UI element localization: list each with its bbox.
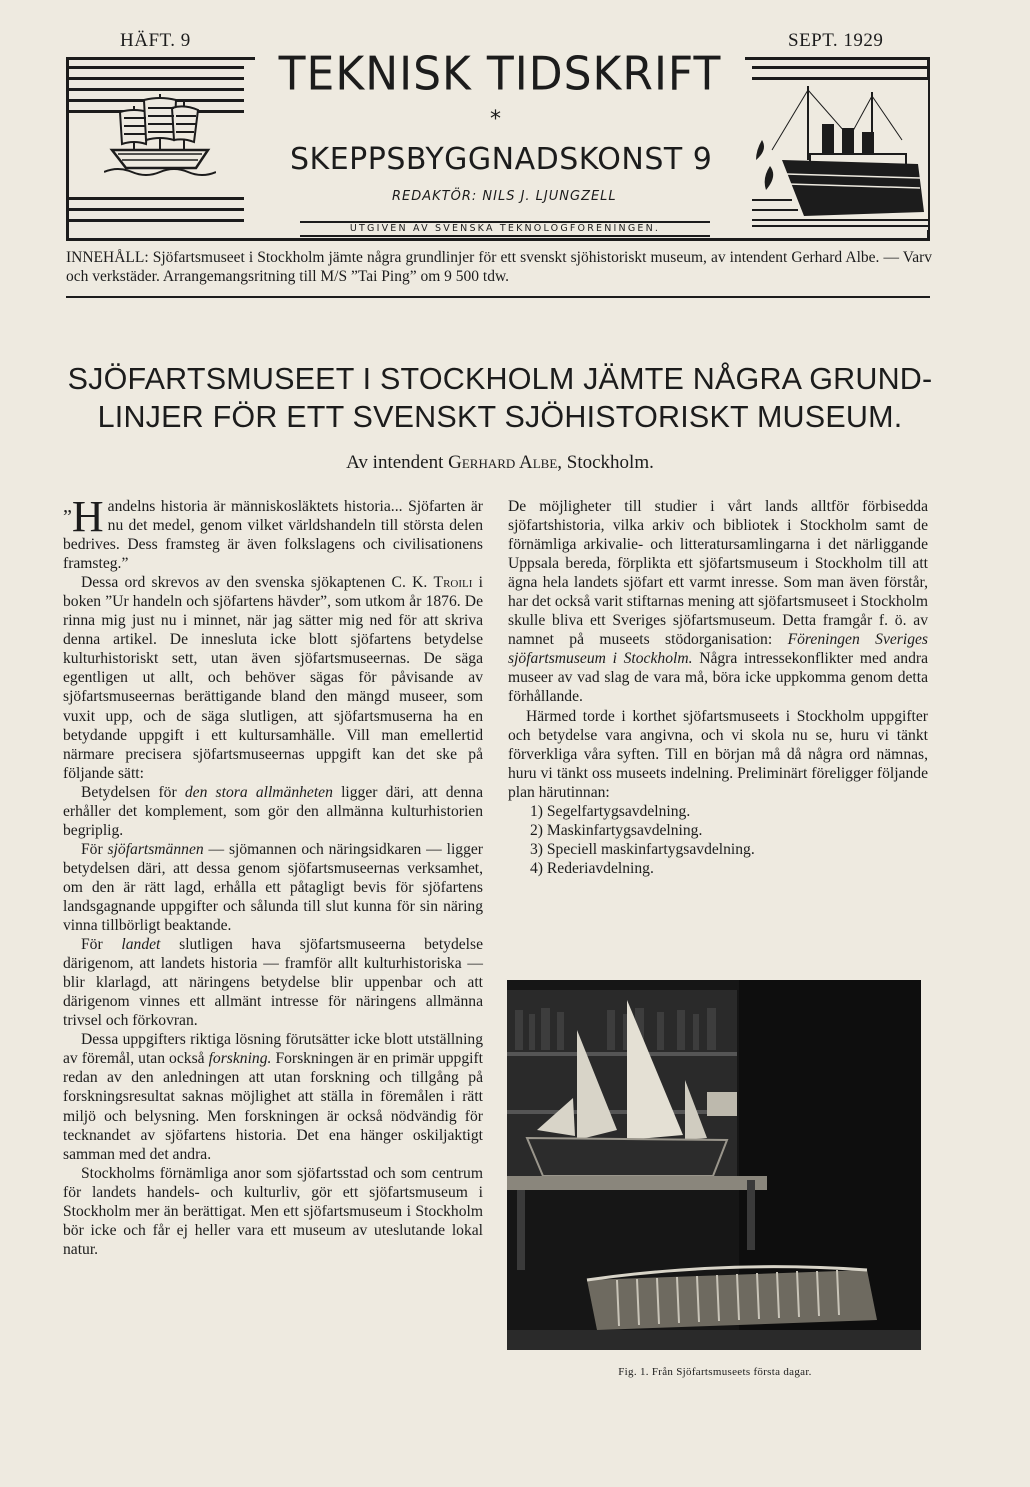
- list-item: 2) Maskinfartygsavdelning.: [530, 821, 703, 839]
- byline: [60, 452, 940, 474]
- paragraph-text: För: [81, 840, 108, 858]
- left-column: [63, 492, 483, 1259]
- byline-prefix: Av intendent: [346, 452, 449, 473]
- drop-cap-letter: H: [71, 492, 104, 541]
- section-title: SKEPPSBYGGNADSKONST 9: [290, 142, 713, 177]
- article-title: [60, 360, 940, 436]
- paragraph-text: Forskningen är en primär uppgift redan av den anledningen att utan forskning och tillgång på forskningsresultat saknas möjlighet att ställa in föremålen i rätt miljö och belysning. Men forskningen är också nödvändig för tecknandet av sjöfartens historia. Det ena hänger oskiljaktigt samman med det andra.: [63, 1050, 483, 1163]
- divider: [66, 296, 930, 298]
- emphasis: Föreningen Sveriges sjöfartsmuseum i Stockholm.: [508, 631, 928, 668]
- article-title-line-1: SJÖFARTSMUSEET I STOCKHOLM JÄMTE NÅGRA GRUND-: [67, 362, 933, 396]
- issue-number: HÄFT. 9: [120, 30, 191, 51]
- emphasis: landet: [121, 936, 161, 954]
- department-list: [508, 802, 928, 878]
- editor-line: REDAKTÖR: NILS J. LJUNGZELL: [392, 189, 617, 204]
- byline-suffix: , Stockholm.: [557, 452, 654, 473]
- paragraph-text: Några intressekonflikter med andra museer av vad slag de vara må, böra icke uppkomma genom detta förhållande.: [508, 650, 928, 706]
- steamship-icon: [752, 80, 928, 230]
- paragraph-text: För: [81, 936, 122, 954]
- paragraph: [63, 840, 483, 935]
- paragraph: [63, 492, 483, 573]
- paragraph-text: Betydelsen för: [81, 783, 185, 801]
- paragraph-text: andelns historia är människosläktets historia... Sjöfarten är nu det medel, genom vilket världshandeln till största delen bedrives. Dess framsteg är även folkslagens och civilisationens framsteg.”: [63, 498, 483, 573]
- author-name: Gerhard Albe: [448, 452, 558, 473]
- open-quote: ”: [63, 506, 72, 528]
- article-title-line-2: LINJER FÖR ETT SVENSKT SJÖHISTORISKT MUSEUM.: [97, 400, 903, 434]
- paragraph-text: Dessa ord skrevos av den svenska sjökaptenen C. K.: [81, 574, 434, 592]
- drop-cap: [63, 492, 104, 541]
- paragraph-text: slutligen hava sjöfartsmuseerna betydelse därigenom, att landets historia — framför allt kulturhistoriska — blir klarlagd, att näringens betydelse blir uppenbar och att därigenom vinnes ett allmänt intresse för näringens allmänna trivsel och förkovran.: [63, 936, 483, 1030]
- paragraph-text: De möjligheter till studier i vårt lands alltför förbisedda sjöfartshistoria, vilka arkiv och bibliotek i Stockholm samt de förnämliga arkivalie- och litteratursamlingarna i det närliggande Uppsala bereda, förplikta ett sjöfartsmuseum i Stockholm till att ägna hela landets sjöfart ett varmt inresse. Som man även förstår, har det också varit stiftarnas mening att sjöfartsmuseet i Stockholm skulle bliva ett Sveriges sjöfartsmuseum. Detta framgår f. ö. av namnet på museets stödorganisation:: [508, 498, 928, 649]
- list-item: 1) Segelfartygsavdelning.: [530, 802, 691, 820]
- emphasis: sjöfartsmännen: [107, 840, 204, 858]
- sailing-ship-icon: [104, 88, 216, 182]
- paragraph-text: i boken ”Ur handeln och sjöfartens hävder”, som utkom år 1876. De rinna mig just nu i minnet, när jag sätter mig ned för att skriva denna artikel. De innesluta icke blott sjöfartens betydelse kulturhistoriskt sett, utan även sjöfartsmuseernas. De säga egentligen ut allt, och behöver sägas för påvisande av sjöfartsmuseernas berättigande bland den mängd museer, som vuxit upp, och de säga slutligen, att sjöfartsmuserna ha en betydande uppgift i ett kultursamhälle. Vill man emellertid närmare precisera sjöfartsmuseernas uppgift kan det ske på följande sätt:: [63, 574, 483, 782]
- publisher-line: UTGIVEN AV SVENSKA TEKNOLOGFÖRENINGEN.: [300, 221, 710, 237]
- paragraph: [63, 573, 483, 783]
- emphasis: den stora allmänheten: [184, 783, 333, 801]
- paragraph: Stockholms förnämliga anor som sjöfartsstad och som centrum för landets handels- och kulturliv, gör ett sjöfartsmuseum i Stockholm mer än berättigat. Men ett sjöfartsmuseum i Stockholm bör icke och får ej heller vara ett museum av uteslutande lokal natur.: [63, 1164, 483, 1258]
- paragraph-text: ligger däri, att denna erhåller det komplement, som gör den allmänna kulturhistorien begriplig.: [63, 783, 483, 839]
- paragraph-text: — sjömannen och näringsidkaren — ligger betydelsen däri, att dessa genom sjöfartsmuseernas verksamhet, om den är rätt lagd, erhålla ett påtagligt bevis för sjöfartens landsgagnande uppgifter och sålunda till slut kunna för sin näring vinna tillbörligt beaktande.: [63, 840, 483, 935]
- table-of-contents: INNEHÅLL: Sjöfartsmuseet i Stockholm jämte några grundlinjer för ett svenskt sjöhistoriskt museum, av intendent Gerhard Albe. — Varv och verkstäder. Arrangemangsritning till M/S ”Tai Ping” om 9 500 tdw.: [66, 249, 932, 285]
- paragraph: [63, 783, 483, 840]
- right-column: [508, 497, 928, 878]
- person-name: Troili: [433, 574, 473, 592]
- paragraph: Härmed torde i korthet sjöfartsmuseets i Stockholm uppgifter och betydelse vara angivna, och vi skola nu se, huru vi tänkt förverkliga våra syften. Till en början må då några ord nämnas, huru vi tänkt oss museets indelning. Preliminärt föreligger följande plan härutinnan:: [508, 707, 928, 801]
- paragraph: [508, 497, 928, 707]
- list-item: 4) Rederiavdelning.: [530, 859, 654, 877]
- paragraph: [63, 1030, 483, 1163]
- star-ornament: *: [490, 107, 501, 132]
- list-item: 3) Speciell maskinfartygsavdelning.: [530, 840, 755, 858]
- issue-date: SEPT. 1929: [788, 30, 884, 51]
- masthead-title: TEKNISK TIDSKRIFT: [255, 40, 745, 109]
- museum-photo: [507, 980, 921, 1350]
- paragraph: [63, 935, 483, 1030]
- paragraph-text: Dessa uppgifters riktiga lösning förutsätter icke blott utställning av föremål, utan också: [63, 1031, 483, 1068]
- emphasis: forskning.: [208, 1050, 272, 1068]
- figure-caption: Fig. 1. Från Sjöfartsmuseets första dagar.: [618, 1366, 812, 1378]
